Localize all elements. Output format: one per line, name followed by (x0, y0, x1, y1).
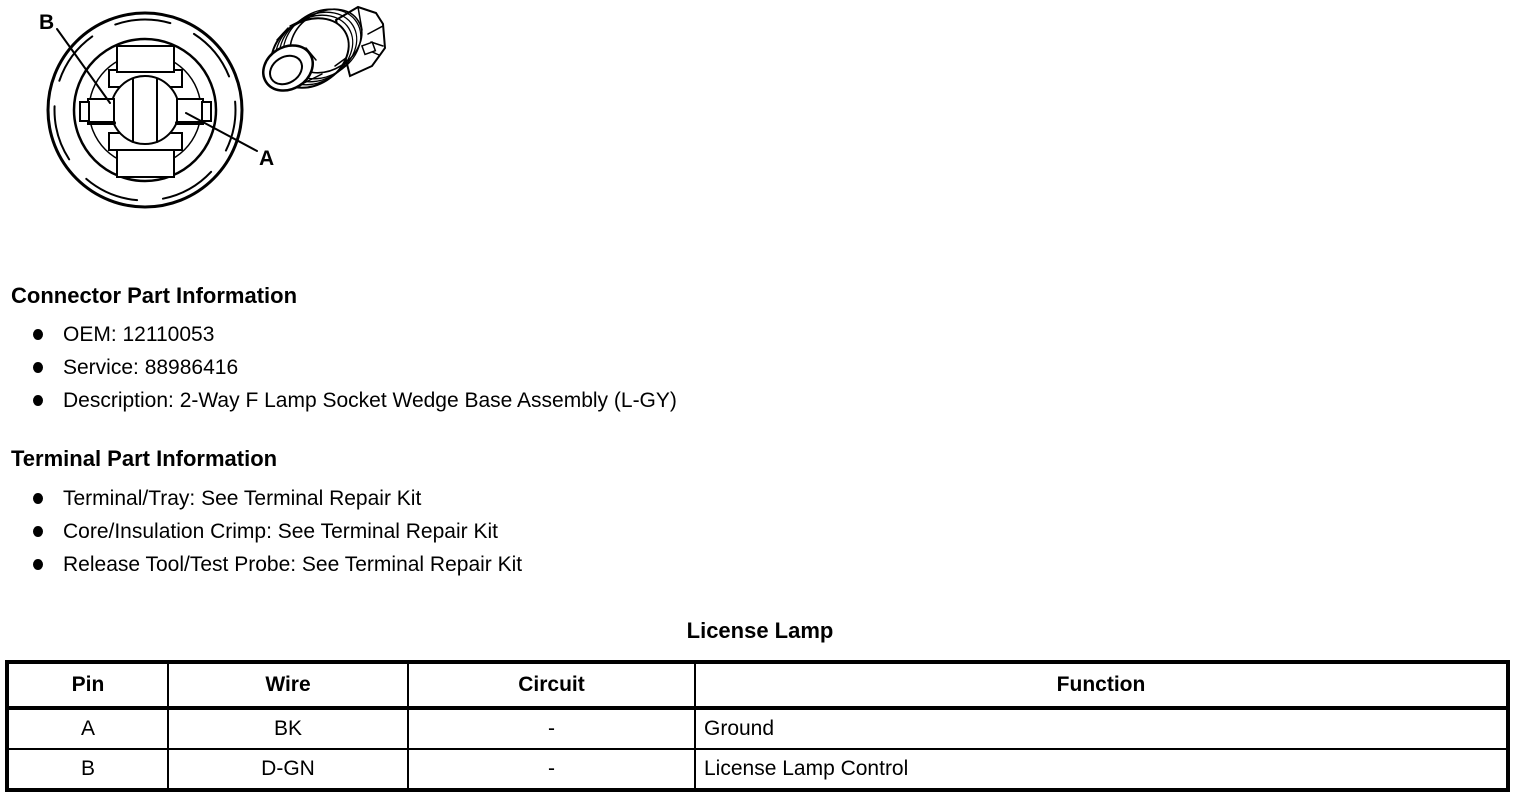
column-header-circuit: Circuit (408, 662, 695, 708)
list-item (33, 318, 677, 351)
column-header-pin: Pin (7, 662, 168, 708)
cell-function: Ground (695, 708, 1508, 749)
table-header-row (7, 662, 1508, 708)
list-item (33, 548, 522, 581)
pinout-table (5, 660, 1510, 792)
list-item (33, 384, 677, 417)
terminal-part-information-list (33, 482, 522, 581)
list-item-text: Release Tool/Test Probe: See Terminal Repair Kit (63, 552, 523, 576)
list-item-text: Terminal/Tray: See Terminal Repair Kit (63, 486, 422, 510)
cell-circuit: - (408, 708, 695, 749)
column-header-function: Function (695, 662, 1508, 708)
bullet-icon (33, 395, 43, 406)
connector-part-information-list (33, 318, 677, 417)
connector-iso-view (255, 0, 385, 102)
table-row (7, 749, 1508, 790)
list-item-text: OEM: 12110053 (63, 322, 215, 346)
list-item-text: Description: 2-Way F Lamp Socket Wedge Base Assembly (L-GY) (63, 388, 677, 412)
cell-circuit: - (408, 749, 695, 790)
connector-figure (0, 0, 390, 220)
pin-label-b: B (39, 11, 55, 34)
bullet-icon (33, 559, 43, 570)
table-title: License Lamp (686, 618, 834, 643)
connector-part-information-heading: Connector Part Information (11, 283, 298, 309)
cell-wire: D-GN (168, 749, 408, 790)
list-item-text: Service: 88986416 (63, 355, 239, 379)
connector-diagram-svg (0, 0, 390, 220)
column-header-wire: Wire (168, 662, 408, 708)
connector-face-view (39, 11, 274, 207)
table-row (7, 708, 1508, 749)
cell-function: License Lamp Control (695, 749, 1508, 790)
list-item (33, 482, 522, 515)
bullet-icon (33, 362, 43, 373)
list-item (33, 515, 522, 548)
list-item-text: Core/Insulation Crimp: See Terminal Repair Kit (63, 519, 498, 543)
bullet-icon (33, 526, 43, 537)
cell-pin: B (7, 749, 168, 790)
cell-pin: A (7, 708, 168, 749)
bullet-icon (33, 493, 43, 504)
list-item (33, 351, 677, 384)
bullet-icon (33, 329, 43, 340)
terminal-part-information-heading: Terminal Part Information (11, 446, 278, 472)
cell-wire: BK (168, 708, 408, 749)
pin-label-a: A (259, 147, 275, 170)
